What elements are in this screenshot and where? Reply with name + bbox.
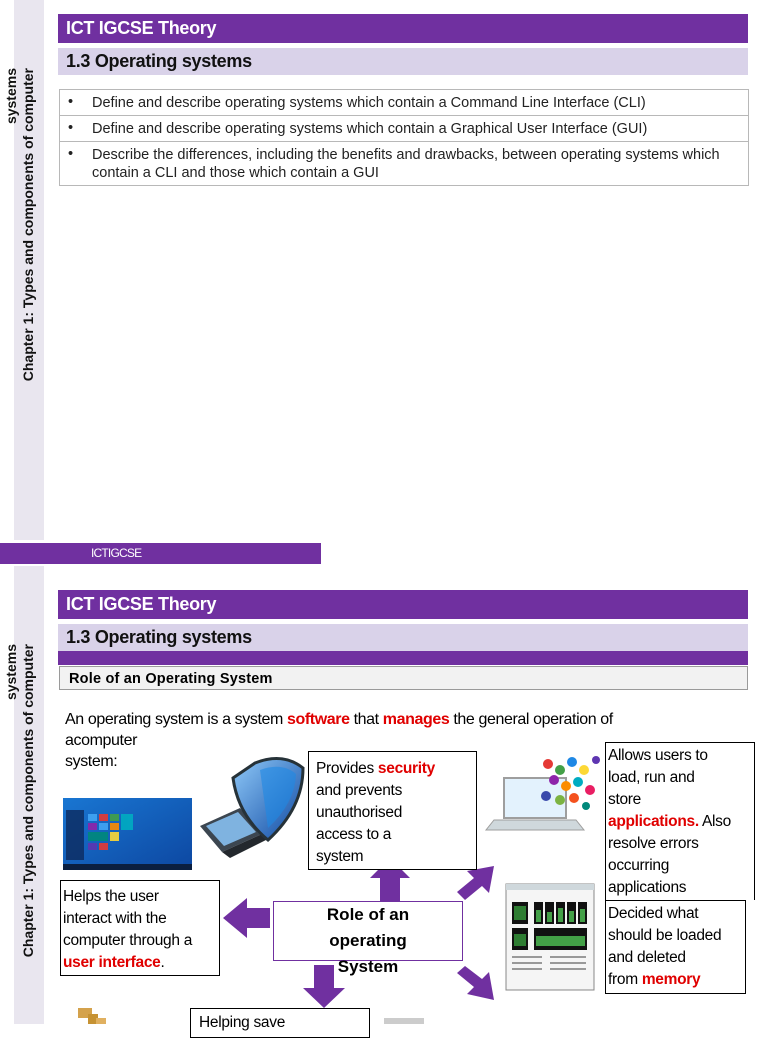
security-shield-laptop-image	[200, 759, 303, 858]
task-manager-image	[506, 884, 594, 990]
highlight-manages: manages	[382, 711, 450, 728]
arrow-left	[223, 898, 270, 938]
chapter-side-label: Chapter 1: Types and components of computer	[20, 644, 36, 958]
user-interface-box: Helps the user interact with the computer through a user interface.	[60, 880, 220, 976]
slide-title: ICT IGCSE Theory	[58, 590, 748, 619]
highlight-applications: applications.	[608, 813, 699, 830]
highlight-security: security	[377, 760, 435, 777]
slide-title: ICT IGCSE Theory	[58, 14, 748, 43]
highlight-memory: memory	[641, 971, 701, 988]
apps-laptop-image	[486, 756, 600, 830]
windows-desktop-image	[63, 798, 192, 870]
arrow-up-right	[457, 866, 494, 900]
applications-box: Allows users to load, run and store applications. Also resolve errors occurring applications	[605, 742, 755, 900]
footer-text: ICTIGCSE	[91, 546, 142, 560]
chapter-side-label-line2: systems	[3, 68, 19, 125]
highlight-user-interface: user interface	[63, 954, 161, 971]
printer-image-fragment	[384, 1018, 424, 1024]
role-center-box: Role of an operating System	[273, 901, 463, 961]
memory-box: Decided what should be loaded and deleted from memory	[605, 900, 746, 994]
chapter-side-label: Chapter 1: Types and components of computer	[20, 68, 36, 382]
chapter-side-label-line2: systems	[3, 644, 19, 701]
security-box: Provides security and prevents unauthorised access to a system	[308, 751, 477, 870]
objective-text: Define and describe operating systems which contain a Graphical User Interface (GUI)	[92, 121, 648, 137]
slide-subtitle: 1.3 Operating systems	[58, 48, 748, 75]
bullet: •	[68, 120, 74, 136]
cartoon-figure-image	[78, 1008, 106, 1024]
objective-text: Define and describe operating systems which contain a Command Line Interface (CLI)	[92, 95, 646, 111]
intro-text: An operating system is a system software that manages the general operation of acomputer system:	[65, 711, 613, 770]
bullet: •	[68, 94, 74, 110]
bullet: •	[68, 146, 74, 162]
objective-text: Describe the differences, including the benefits and drawbacks, between operating systems which contain a CLI and those which contain a GUI	[92, 147, 720, 181]
arrow-down-right	[457, 966, 494, 1000]
section-heading: Role of an Operating System	[59, 666, 748, 690]
saving-box: Helping save	[190, 1008, 370, 1038]
slide-subtitle: 1.3 Operating systems	[58, 624, 748, 651]
highlight-software: software	[286, 711, 350, 728]
